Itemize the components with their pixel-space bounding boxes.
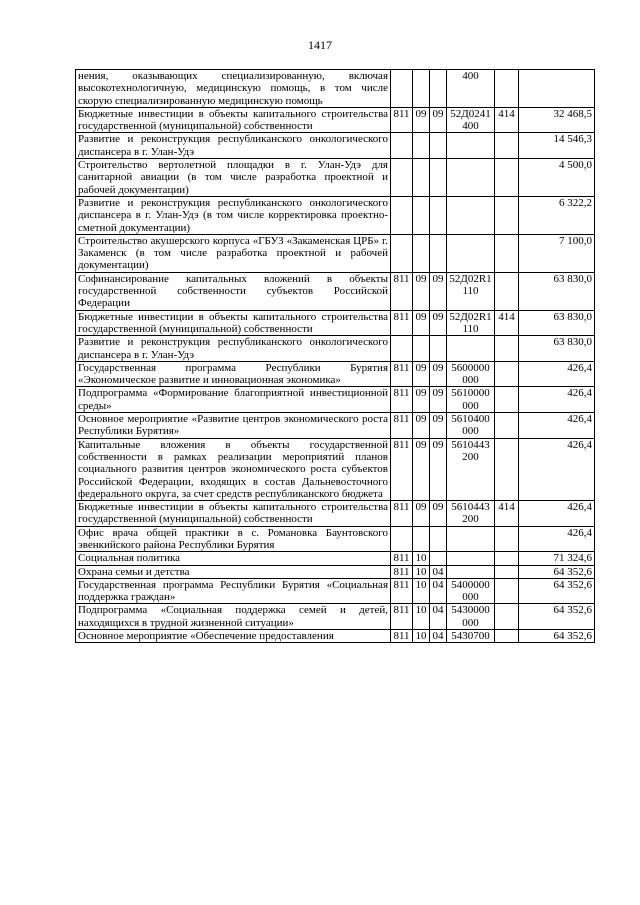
row-subsection-code: 04 [430, 578, 447, 604]
table-row [76, 578, 595, 604]
row-amount: 426,4 [519, 526, 595, 552]
row-target-article-code: 5600000 000 [447, 361, 495, 387]
row-section-code: 10 [413, 565, 430, 578]
row-grbs-code: 811 [391, 630, 413, 643]
row-amount: 7 100,0 [519, 234, 595, 272]
row-amount: 426,4 [519, 501, 595, 527]
row-expense-type-code [495, 526, 519, 552]
row-subsection-code [430, 133, 447, 159]
row-amount: 426,4 [519, 361, 595, 387]
row-amount [519, 70, 595, 108]
row-amount: 64 352,6 [519, 604, 595, 630]
row-subsection-code [430, 336, 447, 362]
row-section-code: 09 [413, 501, 430, 527]
row-target-article-code [447, 552, 495, 565]
row-target-article-code [447, 234, 495, 272]
row-subsection-code: 09 [430, 501, 447, 527]
row-name: Офис врача общей практики в с. Романовка Баунтовского эвенкийского района Республики Бурятия [76, 526, 391, 552]
table-row [76, 552, 595, 565]
row-expense-type-code [495, 133, 519, 159]
row-name: Развитие и реконструкция республиканского онкологического диспансера в г. Улан-Удэ (в том числе корректировка проектно-сметной документации) [76, 196, 391, 234]
row-subsection-code: 09 [430, 310, 447, 336]
row-amount: 4 500,0 [519, 159, 595, 197]
row-expense-type-code [495, 552, 519, 565]
row-target-article-code: 5610443 200 [447, 438, 495, 500]
row-subsection-code [430, 552, 447, 565]
row-target-article-code: 52Д02R1 110 [447, 310, 495, 336]
row-amount: 63 830,0 [519, 336, 595, 362]
row-subsection-code: 09 [430, 438, 447, 500]
row-grbs-code: 811 [391, 604, 413, 630]
table-row [76, 234, 595, 272]
row-section-code: 09 [413, 387, 430, 413]
row-grbs-code [391, 70, 413, 108]
row-name: Бюджетные инвестиции в объекты капитального строительства государственной (муниципальной) собственности [76, 107, 391, 133]
table-row [76, 361, 595, 387]
row-grbs-code [391, 196, 413, 234]
row-section-code: 10 [413, 604, 430, 630]
row-expense-type-code [495, 565, 519, 578]
row-expense-type-code [495, 604, 519, 630]
table-row [76, 501, 595, 527]
row-expense-type-code [495, 387, 519, 413]
row-subsection-code [430, 526, 447, 552]
row-expense-type-code [495, 361, 519, 387]
row-target-article-code [447, 159, 495, 197]
row-amount: 71 324,6 [519, 552, 595, 565]
row-target-article-code [447, 336, 495, 362]
row-expense-type-code [495, 413, 519, 439]
row-section-code: 09 [413, 438, 430, 500]
row-subsection-code [430, 196, 447, 234]
row-name: Строительство акушерского корпуса «ГБУЗ «Закаменская ЦРБ» г. Закаменск (в том числе разработка проектной и рабочей документации) [76, 234, 391, 272]
row-amount: 64 352,6 [519, 630, 595, 643]
row-amount: 64 352,6 [519, 565, 595, 578]
row-expense-type-code: 414 [495, 501, 519, 527]
row-section-code: 09 [413, 361, 430, 387]
table-row [76, 438, 595, 500]
row-target-article-code: 52Д0241 400 [447, 107, 495, 133]
row-name: Развитие и реконструкция республиканского онкологического диспансера в г. Улан-Удэ [76, 133, 391, 159]
row-target-article-code [447, 565, 495, 578]
table-row [76, 336, 595, 362]
table-row [76, 310, 595, 336]
table-row [76, 565, 595, 578]
row-expense-type-code [495, 438, 519, 500]
row-grbs-code: 811 [391, 387, 413, 413]
row-section-code [413, 336, 430, 362]
row-grbs-code [391, 159, 413, 197]
row-expense-type-code [495, 196, 519, 234]
row-subsection-code: 09 [430, 413, 447, 439]
row-section-code [413, 196, 430, 234]
table-row [76, 630, 595, 643]
page-number: 1417 [308, 38, 332, 52]
row-target-article-code: 5430700 [447, 630, 495, 643]
row-target-article-code [447, 526, 495, 552]
table-row [76, 196, 595, 234]
row-expense-type-code [495, 272, 519, 310]
row-grbs-code [391, 133, 413, 159]
table-row [76, 387, 595, 413]
row-expense-type-code [495, 336, 519, 362]
row-section-code: 09 [413, 310, 430, 336]
table-row [76, 107, 595, 133]
row-section-code [413, 159, 430, 197]
row-name: Бюджетные инвестиции в объекты капитального строительства государственной (муниципальной) собственности [76, 501, 391, 527]
row-target-article-code: 400 [447, 70, 495, 108]
row-amount: 426,4 [519, 387, 595, 413]
row-section-code: 09 [413, 413, 430, 439]
row-name: Государственная программа Республики Бурятия «Социальная поддержка граждан» [76, 578, 391, 604]
row-section-code [413, 133, 430, 159]
row-grbs-code: 811 [391, 107, 413, 133]
row-amount: 63 830,0 [519, 310, 595, 336]
row-target-article-code: 5400000 000 [447, 578, 495, 604]
row-grbs-code: 811 [391, 272, 413, 310]
row-grbs-code: 811 [391, 501, 413, 527]
row-subsection-code: 04 [430, 604, 447, 630]
row-name: нения, оказывающих специализированную, включая высокотехнологичную, медицинскую помощь, в том числе скорую специализированную медицинскую помощь [76, 70, 391, 108]
row-target-article-code: 5610443 200 [447, 501, 495, 527]
row-name: Охрана семьи и детства [76, 565, 391, 578]
row-section-code: 09 [413, 272, 430, 310]
row-expense-type-code: 414 [495, 107, 519, 133]
row-name: Подпрограмма «Социальная поддержка семей и детей, находящихся в трудной жизненной ситуации» [76, 604, 391, 630]
row-amount: 6 322,2 [519, 196, 595, 234]
row-amount: 63 830,0 [519, 272, 595, 310]
row-expense-type-code [495, 159, 519, 197]
row-name: Развитие и реконструкция республиканского онкологического диспансера в г. Улан-Удэ [76, 336, 391, 362]
row-grbs-code: 811 [391, 552, 413, 565]
row-name: Основное мероприятие «Развитие центров экономического роста Республики Бурятия» [76, 413, 391, 439]
row-subsection-code: 04 [430, 630, 447, 643]
row-amount: 426,4 [519, 413, 595, 439]
row-subsection-code [430, 159, 447, 197]
row-grbs-code: 811 [391, 310, 413, 336]
row-subsection-code [430, 234, 447, 272]
row-section-code [413, 526, 430, 552]
row-section-code: 10 [413, 630, 430, 643]
row-subsection-code: 09 [430, 361, 447, 387]
row-target-article-code [447, 196, 495, 234]
row-name: Подпрограмма «Формирование благоприятной инвестиционной среды» [76, 387, 391, 413]
row-grbs-code [391, 526, 413, 552]
row-expense-type-code [495, 630, 519, 643]
row-grbs-code: 811 [391, 565, 413, 578]
table-row [76, 159, 595, 197]
row-grbs-code [391, 234, 413, 272]
budget-table [75, 69, 595, 643]
row-expense-type-code: 414 [495, 310, 519, 336]
row-section-code: 09 [413, 107, 430, 133]
table-row [76, 413, 595, 439]
row-grbs-code: 811 [391, 413, 413, 439]
row-expense-type-code [495, 234, 519, 272]
row-grbs-code: 811 [391, 578, 413, 604]
row-target-article-code [447, 133, 495, 159]
row-amount: 64 352,6 [519, 578, 595, 604]
row-section-code [413, 234, 430, 272]
row-name: Капитальные вложения в объекты государственной собственности в рамках реализации мероприятий планов социального развития центров экономического роста субъектов Российской Федерации, входящих в состав Дальневосточного федерального округа, за счет средств республиканского бюджета [76, 438, 391, 500]
table-row [76, 133, 595, 159]
row-expense-type-code [495, 70, 519, 108]
row-subsection-code: 09 [430, 107, 447, 133]
row-name: Основное мероприятие «Обеспечение предоставления [76, 630, 391, 643]
row-name: Софинансирование капитальных вложений в объекты государственной собственности субъектов Российской Федерации [76, 272, 391, 310]
row-target-article-code: 5610000 000 [447, 387, 495, 413]
row-amount: 32 468,5 [519, 107, 595, 133]
row-name: Строительство вертолетной площадки в г. Улан-Удэ для санитарной авиации (в том числе разработка проектной и рабочей документации) [76, 159, 391, 197]
row-amount: 14 546,3 [519, 133, 595, 159]
row-target-article-code: 52Д02R1 110 [447, 272, 495, 310]
row-subsection-code: 09 [430, 272, 447, 310]
row-grbs-code: 811 [391, 438, 413, 500]
row-grbs-code: 811 [391, 361, 413, 387]
row-target-article-code: 5430000 000 [447, 604, 495, 630]
table-row [76, 604, 595, 630]
row-name: Бюджетные инвестиции в объекты капитального строительства государственной (муниципальной) собственности [76, 310, 391, 336]
row-grbs-code [391, 336, 413, 362]
row-subsection-code: 04 [430, 565, 447, 578]
row-subsection-code: 09 [430, 387, 447, 413]
table-row [76, 526, 595, 552]
row-subsection-code [430, 70, 447, 108]
row-name: Государственная программа Республики Бурятия «Экономическое развитие и инновационная экономика» [76, 361, 391, 387]
row-name: Социальная политика [76, 552, 391, 565]
table-row [76, 70, 595, 108]
row-section-code: 10 [413, 578, 430, 604]
row-section-code: 10 [413, 552, 430, 565]
table-row [76, 272, 595, 310]
row-section-code [413, 70, 430, 108]
row-amount: 426,4 [519, 438, 595, 500]
row-expense-type-code [495, 578, 519, 604]
row-target-article-code: 5610400 000 [447, 413, 495, 439]
